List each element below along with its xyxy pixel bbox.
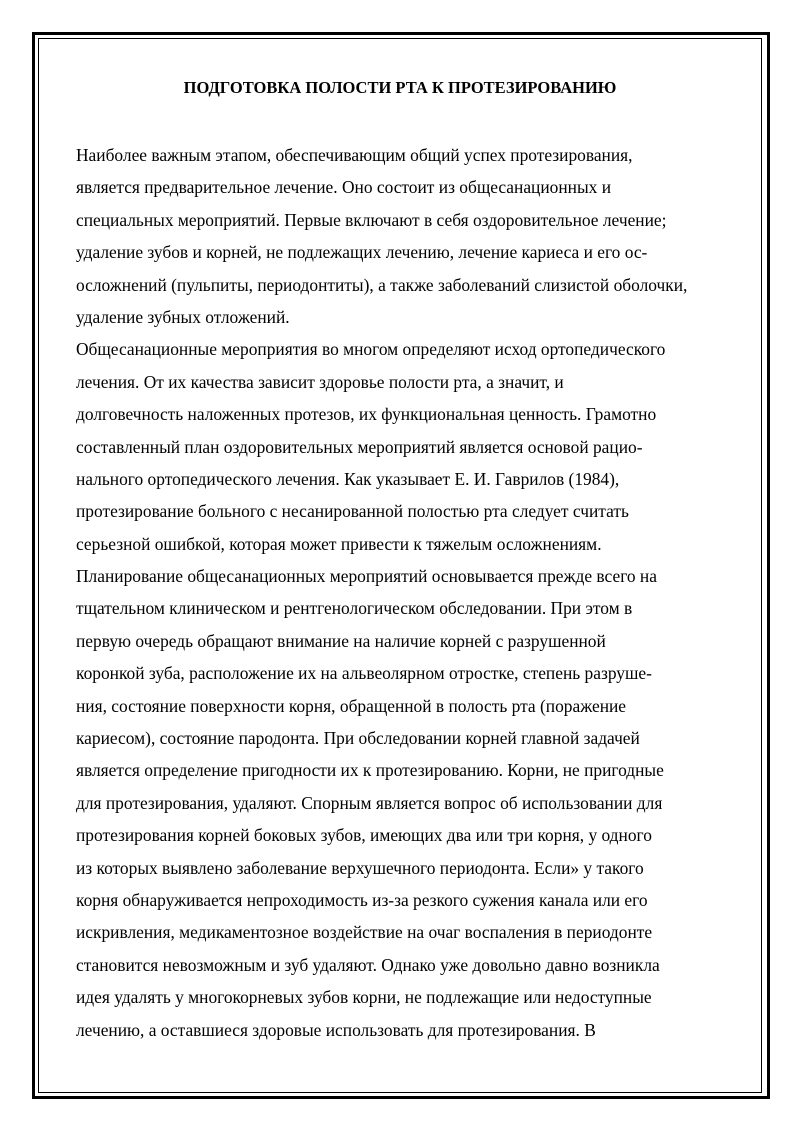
text-line: долговечность наложенных протезов, их функциональная ценность. Грамотно	[76, 404, 657, 425]
text-line: Планирование общесанационных мероприятий основывается прежде всего на	[76, 566, 657, 587]
text-line: первую очередь обращают внимание на наличие корней с разрушенной	[76, 630, 606, 651]
text-line: является определение пригодности их к протезированию. Корни, не пригодные	[76, 760, 664, 781]
text-line: осложнений (пульпиты, периодонтиты), а также заболеваний слизистой оболочки,	[76, 274, 688, 295]
text-line: Общесанационные мероприятия во многом определяют исход ортопедического	[76, 339, 666, 360]
text-line: становится невозможным и зуб удаляют. Однако уже довольно давно возникла	[76, 954, 660, 975]
text-line: серьезной ошибкой, которая может привести к тяжелым осложнениям.	[76, 533, 602, 554]
text-line: удаление зубов и корней, не подлежащих лечению, лечение кариеса и его ос-	[76, 242, 648, 263]
text-line: Наиболее важным этапом, обеспечивающим общий успех протезирования,	[76, 145, 633, 165]
page-title: ПОДГОТОВКА ПОЛОСТИ РТА К ПРОТЕЗИРОВАНИЮ	[183, 78, 617, 97]
body-text	[76, 139, 756, 1046]
text-line: для протезирования, удаляют. Спорным является вопрос об использовании для	[76, 792, 663, 813]
text-line: лечению, а оставшиеся здоровые использовать для протезирования. В	[76, 1019, 596, 1040]
text-line: из которых выявлено заболевание верхушечного периодонта. Если» у такого	[76, 857, 644, 878]
text-line: тщательном клиническом и рентгенологическом обследовании. При этом в	[76, 598, 633, 619]
text-line: коронкой зуба, расположение их на альвеолярном отростке, степень разруше-	[76, 663, 652, 684]
text-line: протезирования корней боковых зубов, имеющих два или три корня, у одного	[76, 825, 652, 846]
text-line: протезирование больного с несанированной полостью рта следует считать	[76, 501, 629, 522]
text-line: специальных мероприятий. Первые включают в себя оздоровительное лечение;	[76, 209, 667, 230]
text-line: лечения. От их качества зависит здоровье полости рта, а значит, и	[76, 371, 564, 392]
text-line: кариесом), состояние пародонта. При обследовании корней главной задачей	[76, 728, 640, 749]
text-line: ния, состояние поверхности корня, обращенной в полость рта (поражение	[76, 695, 627, 716]
text-line: является предварительное лечение. Оно состоит из общесанационных и	[76, 177, 611, 198]
text-line: корня обнаруживается непроходимость из-за резкого сужения канала или его	[76, 889, 648, 910]
text-line: искривления, медикаментозное воздействие на очаг воспаления в периодонте	[76, 922, 653, 943]
text-line: идея удалять у многокорневых зубов корни, не подлежащие или недоступные	[76, 987, 652, 1008]
text-line: нального ортопедического лечения. Как указывает Е. И. Гаврилов (1984),	[76, 468, 620, 489]
text-line: составленный план оздоровительных мероприятий является основой рацио-	[76, 436, 643, 457]
text-line: удаление зубных отложений.	[76, 306, 290, 327]
